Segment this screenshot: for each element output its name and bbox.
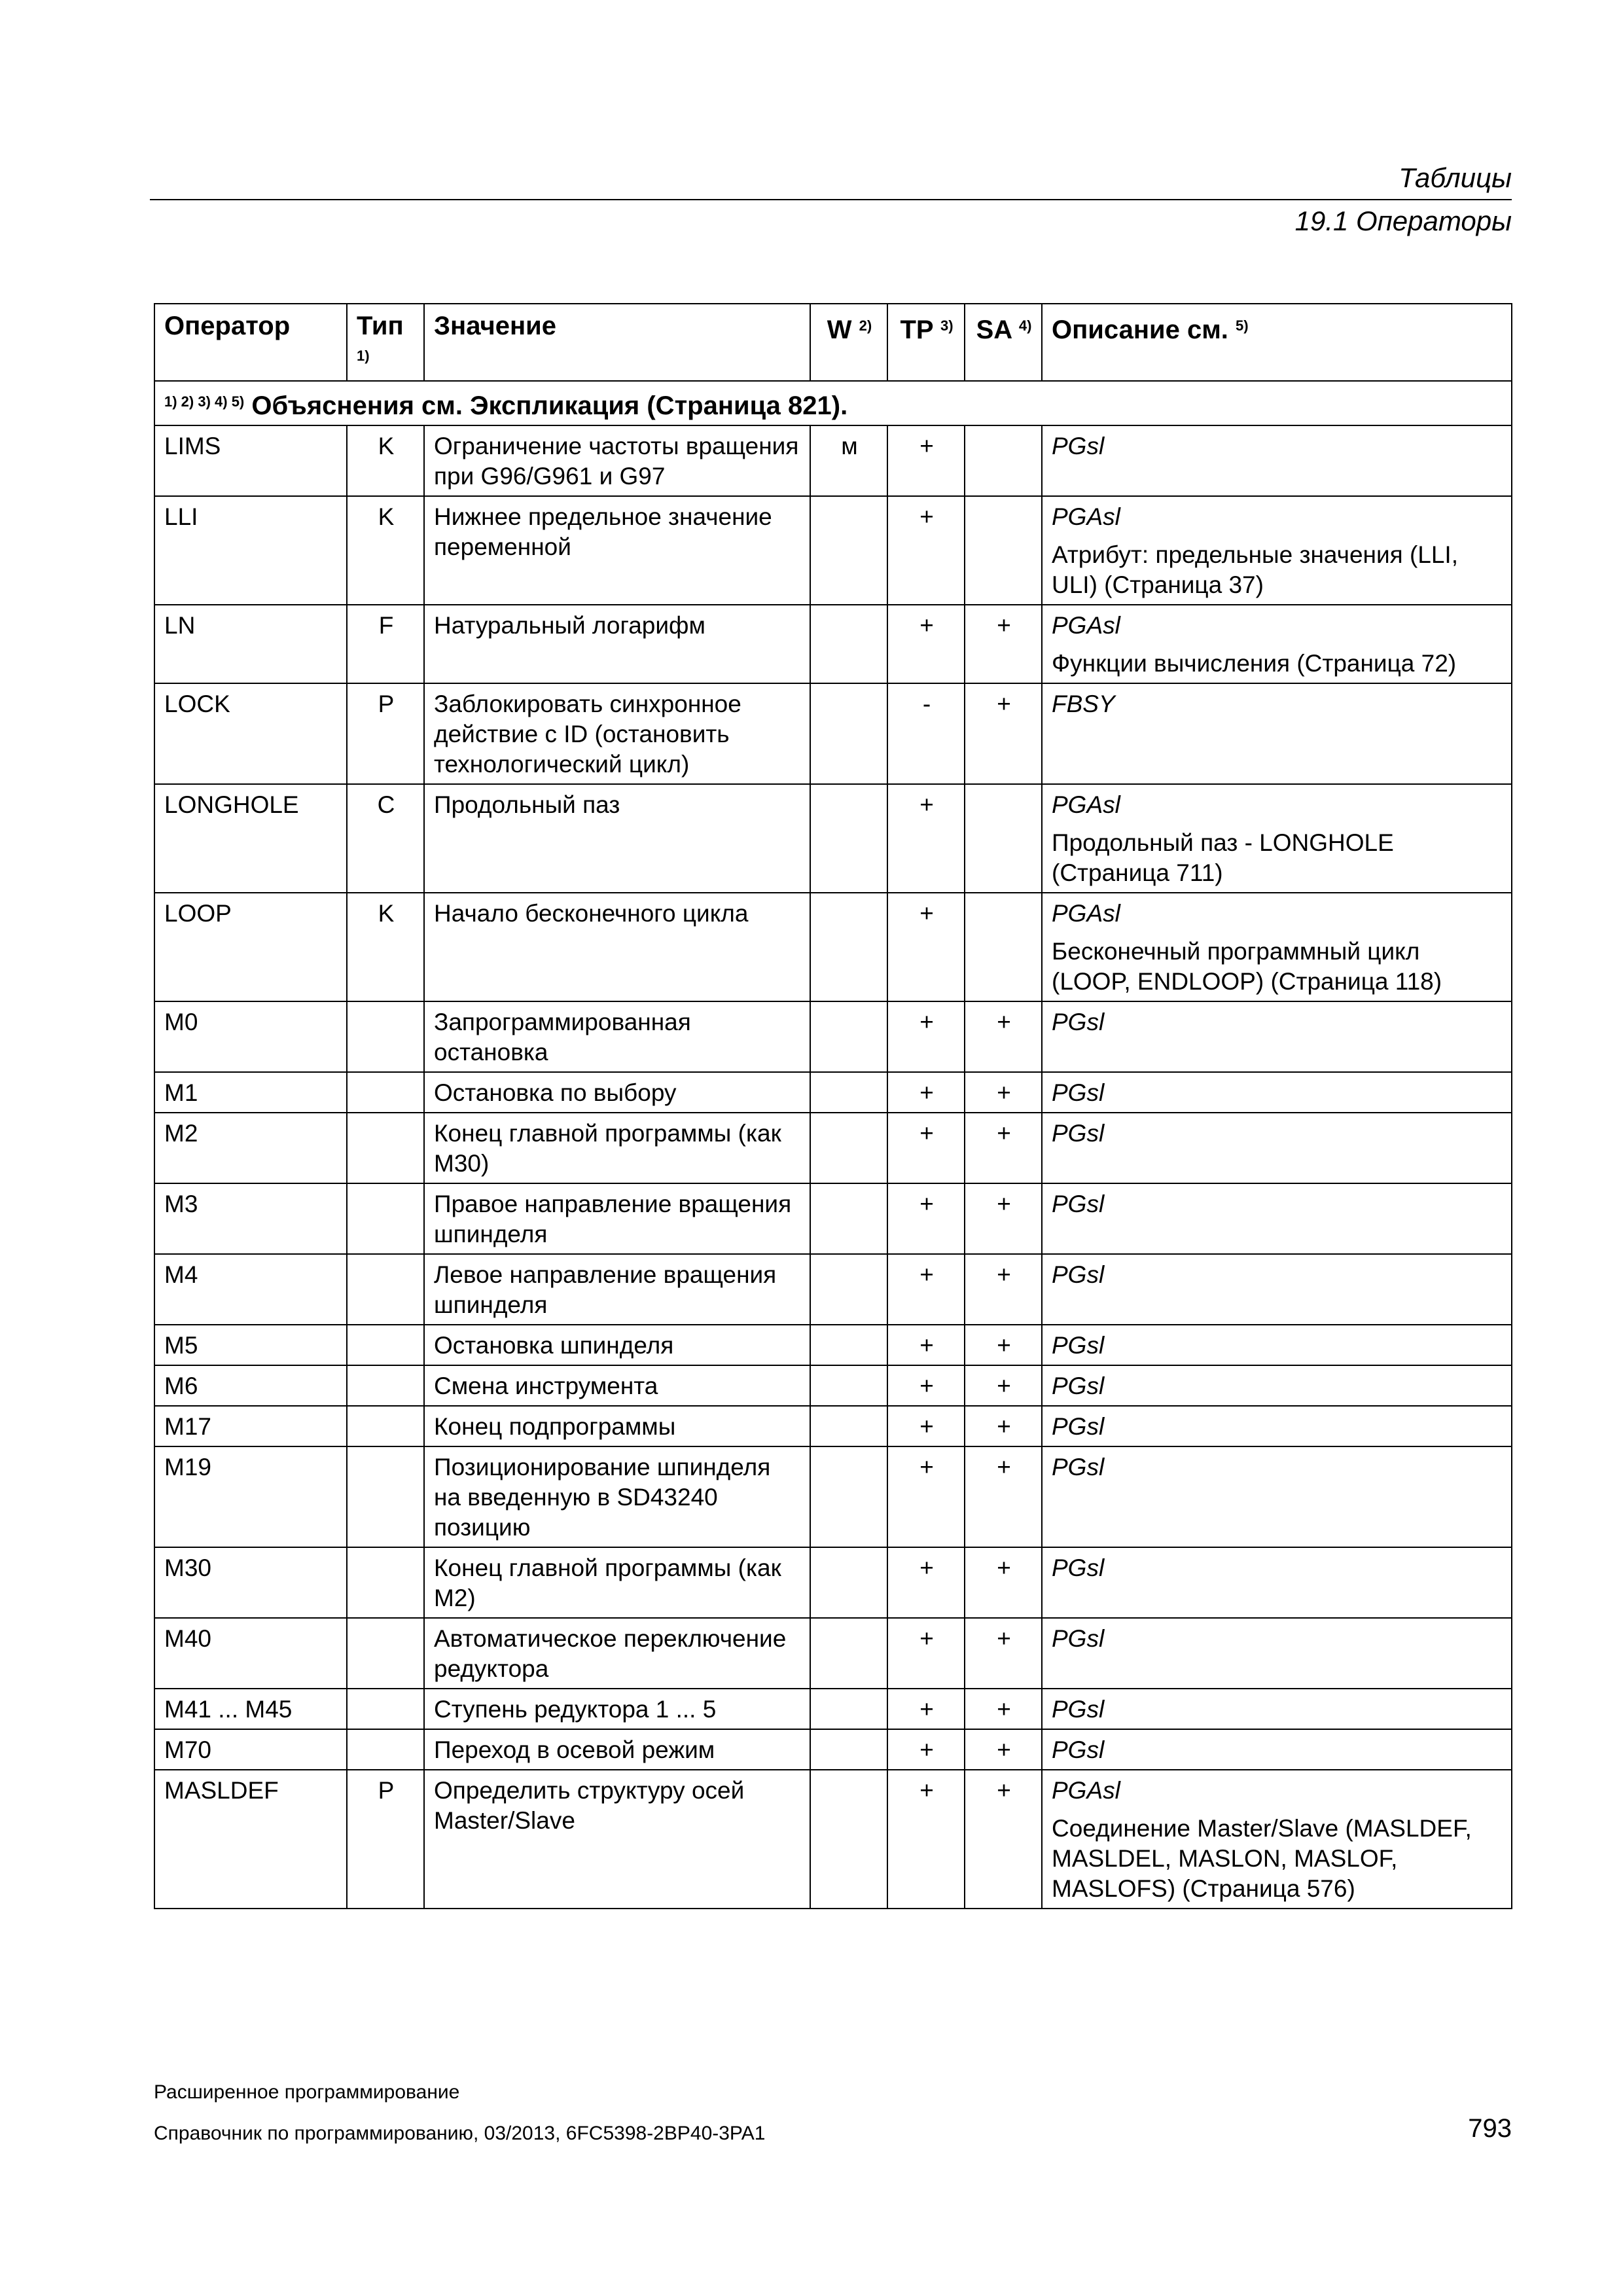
cell-description [1042, 1183, 1512, 1254]
cell-description [1042, 1072, 1512, 1113]
description-reference: PGsl [1052, 1554, 1105, 1581]
cell-tp: + [887, 1689, 965, 1729]
cell-type [347, 1072, 424, 1113]
cell-tp: - [887, 683, 965, 784]
cell-description [1042, 1001, 1512, 1072]
cell-w [810, 683, 887, 784]
cell-meaning: Ограничение частоты вращения при G96/G961 и G97 [424, 425, 810, 496]
cell-description [1042, 1254, 1512, 1325]
cell-type [347, 1254, 424, 1325]
cell-meaning: Конец главной программы (как M30) [424, 1113, 810, 1183]
description-reference: PGsl [1052, 1372, 1105, 1399]
cell-tp: + [887, 1365, 965, 1406]
description-reference: PGsl [1052, 1009, 1105, 1035]
cell-operator: M17 [154, 1406, 347, 1446]
cell-sa: + [965, 1689, 1042, 1729]
cell-description [1042, 425, 1512, 496]
description-subtext: Функции вычисления (Страница 72) [1052, 650, 1457, 677]
table-row [154, 605, 1512, 683]
footer-edition: Справочник по программированию, 03/2013, 6FC5398-2BP40-3PA1 [154, 2123, 766, 2144]
table-row [154, 1001, 1512, 1072]
cell-description [1042, 1365, 1512, 1406]
cell-sa: + [965, 1001, 1042, 1072]
table-row [154, 1446, 1512, 1547]
col-header-type: Тип $^{1)}$ [347, 304, 424, 381]
cell-description [1042, 1770, 1512, 1909]
description-reference: PGsl [1052, 1332, 1105, 1359]
table-body [154, 425, 1512, 1909]
description-reference: PGsl [1052, 1454, 1105, 1480]
cell-operator: M30 [154, 1547, 347, 1618]
cell-sa [965, 425, 1042, 496]
cell-meaning: Конец главной программы (как M2) [424, 1547, 810, 1618]
cell-tp: + [887, 496, 965, 605]
cell-operator: M0 [154, 1001, 347, 1072]
header-divider [150, 199, 1512, 200]
table-row [154, 893, 1512, 1001]
cell-meaning: Конец подпрограммы [424, 1406, 810, 1446]
table-row [154, 1113, 1512, 1183]
cell-type [347, 1183, 424, 1254]
cell-description [1042, 1446, 1512, 1547]
cell-meaning: Смена инструмента [424, 1365, 810, 1406]
table-row [154, 1254, 1512, 1325]
cell-w [810, 1001, 887, 1072]
table-row [154, 1770, 1512, 1909]
description-subtext: Бесконечный программный цикл (LOOP, ENDLOOP) (Страница 118) [1052, 938, 1442, 995]
cell-tp: + [887, 1325, 965, 1365]
table-row [154, 1618, 1512, 1689]
cell-description [1042, 1406, 1512, 1446]
cell-meaning: Натуральный логарифм [424, 605, 810, 683]
cell-meaning: Ступень редуктора 1 ... 5 [424, 1689, 810, 1729]
description-subtext: Атрибут: предельные значения (LLI, ULI) (Страница 37) [1052, 541, 1458, 598]
description-reference: PGsl [1052, 1191, 1105, 1217]
table-row [154, 496, 1512, 605]
cell-w [810, 1325, 887, 1365]
cell-sa: + [965, 683, 1042, 784]
cell-operator: LIMS [154, 425, 347, 496]
cell-w [810, 496, 887, 605]
cell-sa: + [965, 1446, 1042, 1547]
table-row [154, 683, 1512, 784]
cell-meaning: Запрограммированная остановка [424, 1001, 810, 1072]
cell-sa: + [965, 1183, 1042, 1254]
description-reference: PGsl [1052, 1120, 1105, 1147]
table-row [154, 1325, 1512, 1365]
cell-tp: + [887, 1183, 965, 1254]
cell-tp: + [887, 1446, 965, 1547]
table-row [154, 1072, 1512, 1113]
cell-meaning: Определить структуру осей Master/Slave [424, 1770, 810, 1909]
description-subtext: Продольный паз - LONGHOLE (Страница 711) [1052, 829, 1394, 886]
cell-w [810, 1406, 887, 1446]
cell-sa: + [965, 1729, 1042, 1770]
cell-w [810, 1113, 887, 1183]
cell-sa: + [965, 1072, 1042, 1113]
cell-tp: + [887, 893, 965, 1001]
cell-sa: + [965, 1365, 1042, 1406]
cell-type: P [347, 1770, 424, 1909]
cell-type: P [347, 683, 424, 784]
cell-tp: + [887, 1547, 965, 1618]
cell-sa: + [965, 1325, 1042, 1365]
description-reference: PGAsl [1052, 900, 1120, 927]
cell-description [1042, 1729, 1512, 1770]
cell-operator: LLI [154, 496, 347, 605]
col-header-operator: Оператор [154, 304, 347, 381]
cell-type [347, 1547, 424, 1618]
cell-w [810, 1072, 887, 1113]
col-header-w: W $^{2)}$ [810, 304, 887, 381]
cell-type [347, 1689, 424, 1729]
cell-tp: + [887, 1618, 965, 1689]
col-header-description: Описание см. $^{5)}$ [1042, 304, 1512, 381]
cell-type: K [347, 425, 424, 496]
cell-sa: + [965, 1770, 1042, 1909]
table-row [154, 1183, 1512, 1254]
table-row [154, 425, 1512, 496]
header-title: Таблицы [1399, 162, 1512, 193]
cell-w [810, 1770, 887, 1909]
cell-sa: + [965, 1406, 1042, 1446]
cell-operator: LOCK [154, 683, 347, 784]
col-header-sa: SA $^{4)}$ [965, 304, 1042, 381]
cell-tp: + [887, 1770, 965, 1909]
cell-sa: + [965, 1113, 1042, 1183]
cell-tp: + [887, 1729, 965, 1770]
cell-operator: M19 [154, 1446, 347, 1547]
cell-meaning: Остановка по выбору [424, 1072, 810, 1113]
cell-type [347, 1618, 424, 1689]
description-reference: PGAsl [1052, 1777, 1120, 1804]
cell-w [810, 1183, 887, 1254]
cell-meaning: Правое направление вращения шпинделя [424, 1183, 810, 1254]
cell-w [810, 1618, 887, 1689]
table-row [154, 1547, 1512, 1618]
table-row [154, 1689, 1512, 1729]
cell-description [1042, 496, 1512, 605]
table-row [154, 1365, 1512, 1406]
page-number: 793 [1468, 2114, 1512, 2143]
cell-operator: M1 [154, 1072, 347, 1113]
col-header-meaning: Значение [424, 304, 810, 381]
cell-type [347, 1325, 424, 1365]
cell-description [1042, 1618, 1512, 1689]
footer-book-title: Расширенное программирование [154, 2081, 460, 2103]
table-note-row [154, 381, 1512, 425]
description-reference: PGsl [1052, 1413, 1105, 1440]
description-reference: PGAsl [1052, 612, 1120, 639]
cell-operator: LONGHOLE [154, 784, 347, 893]
cell-description [1042, 605, 1512, 683]
cell-tp: + [887, 1113, 965, 1183]
cell-tp: + [887, 1072, 965, 1113]
table-row [154, 784, 1512, 893]
cell-tp: + [887, 605, 965, 683]
cell-meaning: Левое направление вращения шпинделя [424, 1254, 810, 1325]
cell-meaning: Остановка шпинделя [424, 1325, 810, 1365]
cell-operator: MASLDEF [154, 1770, 347, 1909]
cell-sa: + [965, 1547, 1042, 1618]
cell-type [347, 1446, 424, 1547]
cell-w [810, 1689, 887, 1729]
cell-type [347, 1365, 424, 1406]
cell-operator: LN [154, 605, 347, 683]
cell-description [1042, 1325, 1512, 1365]
table-note: $^{1) 2) 3) 4) 5)}$ Объяснения см. Экспликация (Страница 821). [154, 381, 1512, 425]
col-header-tp: TP $^{3)}$ [887, 304, 965, 381]
cell-operator: M5 [154, 1325, 347, 1365]
cell-type: K [347, 496, 424, 605]
description-reference: FBSY [1052, 691, 1115, 717]
cell-meaning: Нижнее предельное значение переменной [424, 496, 810, 605]
cell-sa [965, 496, 1042, 605]
cell-w [810, 784, 887, 893]
cell-description [1042, 1113, 1512, 1183]
cell-operator: M3 [154, 1183, 347, 1254]
cell-operator: M6 [154, 1365, 347, 1406]
cell-type: F [347, 605, 424, 683]
cell-sa [965, 893, 1042, 1001]
cell-w [810, 1254, 887, 1325]
description-reference: PGsl [1052, 1736, 1105, 1763]
cell-type: C [347, 784, 424, 893]
description-reference: PGAsl [1052, 503, 1120, 530]
description-reference: PGsl [1052, 1625, 1105, 1652]
cell-meaning: Позиционирование шпинделя на введенную в SD43240 позицию [424, 1446, 810, 1547]
description-reference: PGsl [1052, 433, 1105, 459]
cell-tp: + [887, 1001, 965, 1072]
description-reference: PGsl [1052, 1696, 1105, 1723]
cell-description [1042, 1689, 1512, 1729]
table-row [154, 1406, 1512, 1446]
cell-operator: M40 [154, 1618, 347, 1689]
cell-type [347, 1001, 424, 1072]
cell-tp: + [887, 784, 965, 893]
cell-operator: LOOP [154, 893, 347, 1001]
cell-description [1042, 784, 1512, 893]
cell-w [810, 1446, 887, 1547]
cell-meaning: Автоматическое переключение редуктора [424, 1618, 810, 1689]
cell-operator: M4 [154, 1254, 347, 1325]
cell-type: K [347, 893, 424, 1001]
cell-w [810, 1365, 887, 1406]
cell-sa [965, 784, 1042, 893]
cell-w [810, 1547, 887, 1618]
cell-operator: M2 [154, 1113, 347, 1183]
cell-meaning: Заблокировать синхронное действие с ID (остановить технологический цикл) [424, 683, 810, 784]
cell-description [1042, 893, 1512, 1001]
cell-w: м [810, 425, 887, 496]
cell-operator: M41 ... M45 [154, 1689, 347, 1729]
cell-sa: + [965, 1254, 1042, 1325]
cell-w [810, 893, 887, 1001]
cell-meaning: Продольный паз [424, 784, 810, 893]
operators-table [154, 303, 1512, 1909]
description-subtext: Соединение Master/Slave (MASLDEF, MASLDEL, MASLON, MASLOF, MASLOFS) (Страница 576) [1052, 1815, 1472, 1902]
cell-type [347, 1113, 424, 1183]
description-reference: PGAsl [1052, 791, 1120, 818]
cell-description [1042, 1547, 1512, 1618]
cell-tp: + [887, 1254, 965, 1325]
cell-meaning: Переход в осевой режим [424, 1729, 810, 1770]
cell-meaning: Начало бесконечного цикла [424, 893, 810, 1001]
description-reference: PGsl [1052, 1079, 1105, 1106]
cell-tp: + [887, 425, 965, 496]
table-row [154, 1729, 1512, 1770]
cell-w [810, 1729, 887, 1770]
cell-operator: M70 [154, 1729, 347, 1770]
cell-w [810, 605, 887, 683]
cell-sa: + [965, 1618, 1042, 1689]
cell-tp: + [887, 1406, 965, 1446]
header-subtitle: 19.1 Операторы [1294, 206, 1512, 236]
cell-sa: + [965, 605, 1042, 683]
description-reference: PGsl [1052, 1261, 1105, 1288]
cell-type [347, 1406, 424, 1446]
cell-type [347, 1729, 424, 1770]
cell-description [1042, 683, 1512, 784]
table-header-row [154, 304, 1512, 381]
